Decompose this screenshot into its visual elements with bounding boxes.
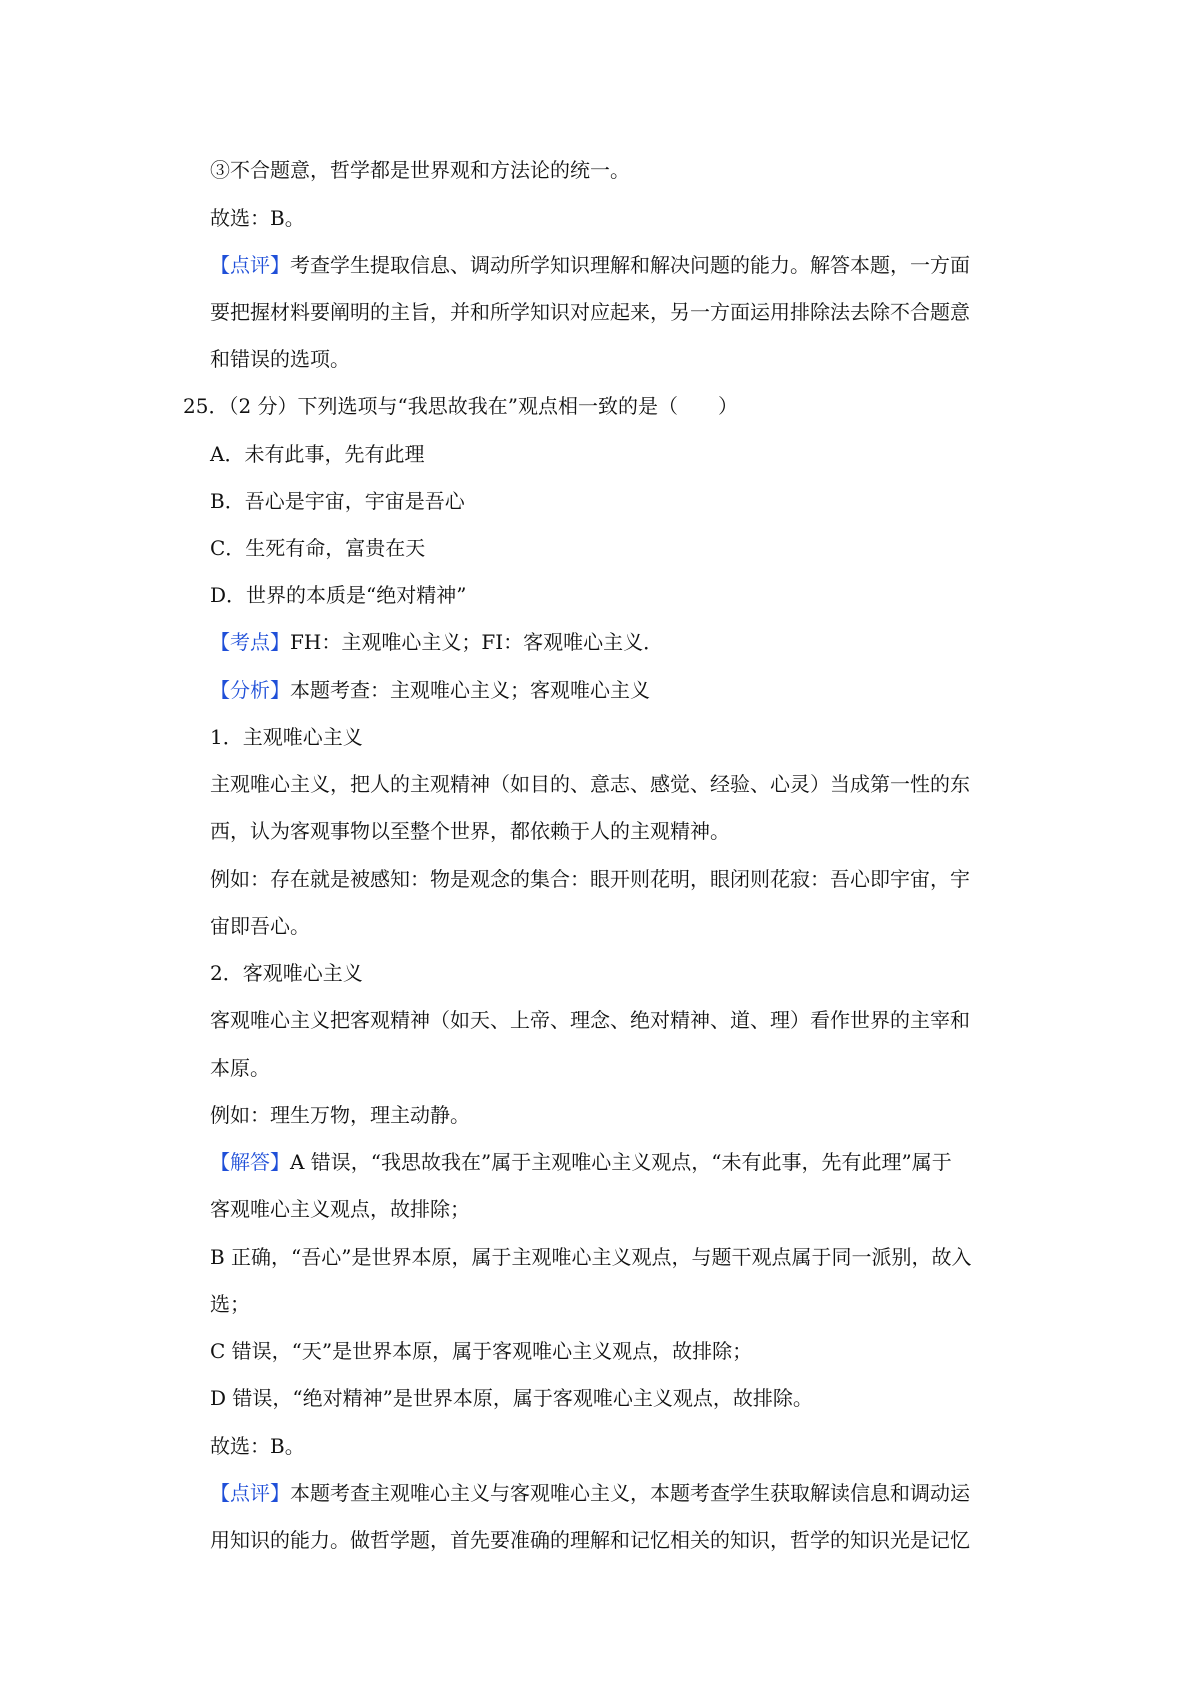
jieda-tag: 【解答】	[210, 1150, 290, 1174]
dianping-tag: 【点评】	[210, 1481, 290, 1505]
jieda-a-text: A 错误，“我思故我在”属于主观唯心主义观点，“未有此事，先有此理”属于	[290, 1150, 952, 1174]
option-d: D．世界的本质是“绝对精神”	[210, 583, 467, 607]
jieda-a-line-2: 客观唯心主义观点，故排除；	[210, 1197, 470, 1221]
fenxi-tag: 【分析】	[210, 678, 290, 702]
jieda-b-line-2: 选；	[210, 1292, 250, 1316]
fenxi-text: 本题考查：主观唯心主义；客观唯心主义	[290, 678, 650, 702]
question-stem: 25．（2 分）下列选项与“我思故我在”观点相一致的是（ ）	[183, 394, 738, 418]
option-c: C．生死有命，富贵在天	[210, 536, 426, 560]
fenxi-para-1-line-1: 主观唯心主义，把人的主观精神（如目的、意志、感觉、经验、心灵）当成第一性的东	[210, 772, 970, 796]
kaodian-line	[210, 628, 1030, 656]
prev-comment-line-3: 和错误的选项。	[210, 347, 350, 371]
kaodian-text: FH：主观唯心主义；FI：客观唯心主义．	[290, 630, 664, 654]
comment-tag: 【点评】	[210, 253, 290, 277]
fenxi-example-1-line-1: 例如：存在就是被感知：物是观念的集合：眼开则花明，眼闭则花寂：吾心即宇宙，宇	[210, 867, 970, 891]
prev-answer: 故选：B。	[210, 206, 305, 230]
fenxi-para-1-line-2: 西，认为客观事物以至整个世界，都依赖于人的主观精神。	[210, 819, 730, 843]
jieda-d: D 错误，“绝对精神”是世界本原，属于客观唯心主义观点，故排除。	[210, 1386, 813, 1410]
dianping-line-1	[210, 1479, 1030, 1507]
jieda-line-1	[210, 1148, 1030, 1176]
jieda-b-line-1: B 正确，“吾心”是世界本原，属于主观唯心主义观点，与题干观点属于同一派别，故入	[210, 1245, 972, 1269]
fenxi-line	[210, 676, 1030, 704]
fenxi-example-1-line-2: 宙即吾心。	[210, 914, 310, 938]
prev-explanation-line: ③不合题意，哲学都是世界观和方法论的统一。	[210, 158, 630, 182]
option-b: B．吾心是宇宙，宇宙是吾心	[210, 489, 465, 513]
dianping-line-2: 用知识的能力。做哲学题，首先要准确的理解和记忆相关的知识，哲学的知识光是记忆	[210, 1528, 970, 1552]
fenxi-example-2: 例如：理生万物，理主动静。	[210, 1103, 470, 1127]
jieda-c: C 错误，“天”是世界本原，属于客观唯心主义观点，故排除；	[210, 1339, 753, 1363]
comment-text: 考查学生提取信息、调动所学知识理解和解决问题的能力。解答本题，一方面	[290, 253, 970, 277]
fenxi-heading-1: 1．主观唯心主义	[210, 725, 363, 749]
prev-comment-line-2: 要把握材料要阐明的主旨，并和所学知识对应起来，另一方面运用排除法去除不合题意	[210, 300, 970, 324]
fenxi-heading-2: 2．客观唯心主义	[210, 961, 363, 985]
jieda-answer: 故选：B。	[210, 1434, 305, 1458]
option-a: A．未有此事，先有此理	[210, 442, 425, 466]
kaodian-tag: 【考点】	[210, 630, 290, 654]
prev-comment-line-1	[210, 251, 1030, 279]
dianping-text: 本题考查主观唯心主义与客观唯心主义，本题考查学生获取解读信息和调动运	[290, 1481, 970, 1505]
fenxi-para-2-line-2: 本原。	[210, 1056, 270, 1080]
fenxi-para-2-line-1: 客观唯心主义把客观精神（如天、上帝、理念、绝对精神、道、理）看作世界的主宰和	[210, 1008, 970, 1032]
